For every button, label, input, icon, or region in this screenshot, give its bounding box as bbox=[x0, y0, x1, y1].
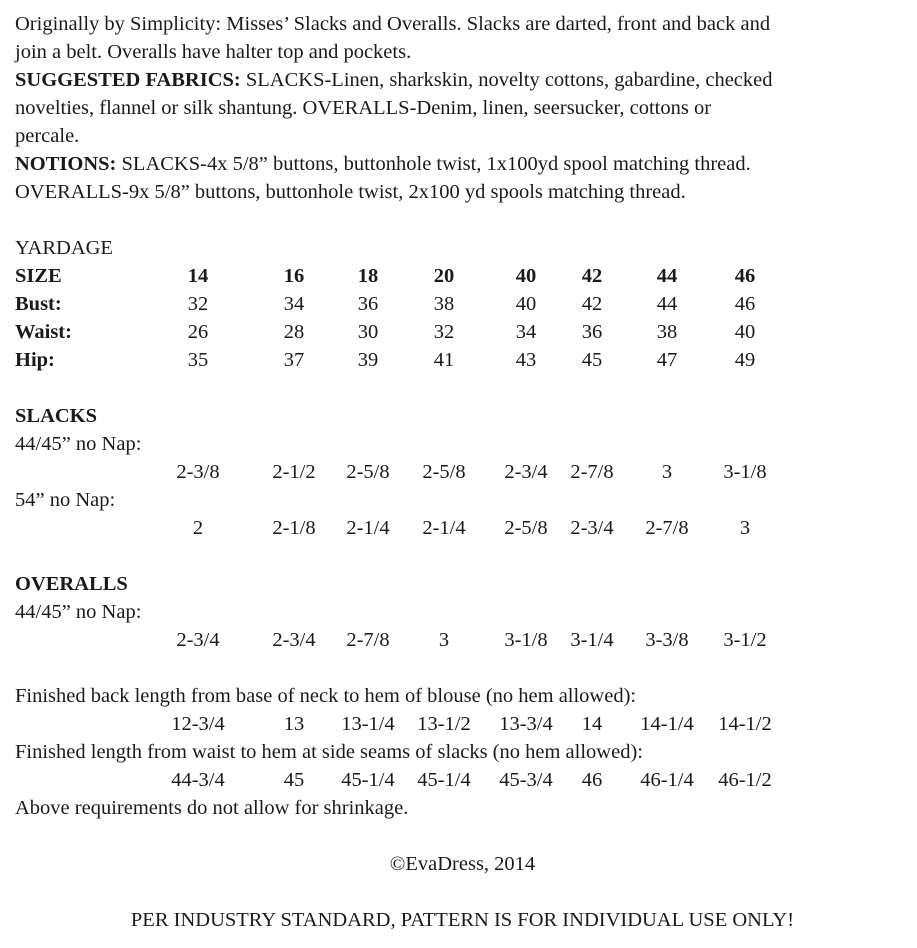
back-length-row bbox=[15, 710, 910, 738]
yardage-cell: 3-1/2 bbox=[723, 629, 767, 651]
hip-cell: 41 bbox=[433, 349, 455, 371]
intro-line-2: join a belt. Overalls have halter top and pockets. bbox=[15, 41, 412, 63]
waist-cell: 34 bbox=[515, 321, 537, 343]
intro-paragraph bbox=[15, 10, 910, 66]
side-length-row bbox=[15, 766, 910, 794]
length-cell: 44-3/4 bbox=[171, 769, 225, 791]
size-cell: 18 bbox=[357, 265, 379, 287]
bust-cell: 46 bbox=[734, 293, 756, 315]
yardage-cell: 2-7/8 bbox=[645, 517, 689, 539]
fabrics-paragraph bbox=[15, 66, 910, 150]
hip-cell: 49 bbox=[734, 349, 756, 371]
length-cell: 45-1/4 bbox=[341, 769, 395, 791]
slacks-section bbox=[15, 402, 910, 542]
spacer bbox=[15, 822, 910, 850]
yardage-cell: 2-1/4 bbox=[346, 517, 390, 539]
bust-cell: 40 bbox=[515, 293, 537, 315]
fabrics-line-3: percale. bbox=[15, 125, 80, 147]
waist-row bbox=[15, 318, 910, 346]
waist-cell: 38 bbox=[656, 321, 678, 343]
yardage-cell: 3-1/4 bbox=[570, 629, 614, 651]
hip-cell: 37 bbox=[283, 349, 305, 371]
fabrics-label: SUGGESTED FABRICS: bbox=[15, 69, 241, 91]
hip-cell: 43 bbox=[515, 349, 537, 371]
overalls-title: OVERALLS bbox=[15, 573, 128, 595]
size-cell: 20 bbox=[433, 265, 455, 287]
spacer bbox=[15, 374, 910, 402]
yardage-cell: 3 bbox=[739, 517, 751, 539]
overalls-fabric-1-label: 44/45” no Nap: bbox=[15, 601, 142, 623]
bust-cell: 38 bbox=[433, 293, 455, 315]
side-length-label: Finished length from waist to hem at side seams of slacks (no hem allowed): bbox=[15, 741, 643, 763]
yardage-cell: 3-3/8 bbox=[645, 629, 689, 651]
length-cell: 46 bbox=[581, 769, 603, 791]
usage-disclaimer: PER INDUSTRY STANDARD, PATTERN IS FOR INDIVIDUAL USE ONLY! bbox=[130, 909, 795, 931]
yardage-cell: 2-3/4 bbox=[570, 517, 614, 539]
waist-cell: 30 bbox=[357, 321, 379, 343]
bust-cell: 44 bbox=[656, 293, 678, 315]
slacks-fabric-1-row bbox=[15, 458, 910, 486]
hip-cell: 35 bbox=[187, 349, 209, 371]
finished-lengths-section bbox=[15, 682, 910, 822]
bust-cell: 42 bbox=[581, 293, 603, 315]
spacer bbox=[15, 878, 910, 906]
waist-cell: 36 bbox=[581, 321, 603, 343]
yardage-cell: 2-5/8 bbox=[504, 517, 548, 539]
yardage-cell: 2-7/8 bbox=[570, 461, 614, 483]
slacks-fabric-2-row bbox=[15, 514, 910, 542]
yardage-cell: 2-3/4 bbox=[176, 629, 220, 651]
copyright: ©EvaDress, 2014 bbox=[389, 853, 536, 875]
length-cell: 13-1/2 bbox=[417, 713, 471, 735]
fabrics-line-2: novelties, flannel or silk shantung. OVERALLS-Denim, linen, seersucker, cottons or bbox=[15, 97, 712, 119]
size-cell: 40 bbox=[515, 265, 537, 287]
pattern-description-page bbox=[15, 10, 910, 934]
waist-cell: 40 bbox=[734, 321, 756, 343]
length-cell: 45-3/4 bbox=[499, 769, 553, 791]
yardage-cell: 2 bbox=[192, 517, 204, 539]
row-label: Hip: bbox=[15, 349, 55, 371]
waist-cell: 26 bbox=[187, 321, 209, 343]
length-cell: 13-1/4 bbox=[341, 713, 395, 735]
overalls-section bbox=[15, 570, 910, 654]
yardage-cell: 3-1/8 bbox=[723, 461, 767, 483]
intro-line-1: Originally by Simplicity: Misses’ Slacks and Overalls. Slacks are darted, front and back and bbox=[15, 13, 771, 35]
yardage-cell: 2-7/8 bbox=[346, 629, 390, 651]
yardage-cell: 2-1/4 bbox=[422, 517, 466, 539]
length-cell: 45 bbox=[283, 769, 305, 791]
size-cell: 44 bbox=[656, 265, 678, 287]
yardage-cell: 2-3/8 bbox=[176, 461, 220, 483]
hip-cell: 47 bbox=[656, 349, 678, 371]
size-cell: 16 bbox=[283, 265, 305, 287]
row-label: Bust: bbox=[15, 293, 62, 315]
length-cell: 14-1/4 bbox=[640, 713, 694, 735]
row-label: SIZE bbox=[15, 265, 62, 287]
notions-line-2: OVERALLS-9x 5/8” buttons, buttonhole twist, 2x100 yd spools matching thread. bbox=[15, 181, 686, 203]
length-cell: 46-1/4 bbox=[640, 769, 694, 791]
hip-row bbox=[15, 346, 910, 374]
yardage-table bbox=[15, 234, 910, 374]
yardage-cell: 3 bbox=[661, 461, 673, 483]
overalls-fabric-1-row bbox=[15, 626, 910, 654]
length-cell: 14 bbox=[581, 713, 603, 735]
notions-paragraph bbox=[15, 150, 910, 206]
size-cell: 14 bbox=[187, 265, 209, 287]
hip-cell: 39 bbox=[357, 349, 379, 371]
slacks-fabric-2-label: 54” no Nap: bbox=[15, 489, 116, 511]
length-cell: 13-3/4 bbox=[499, 713, 553, 735]
waist-cell: 32 bbox=[433, 321, 455, 343]
slacks-fabric-1-label: 44/45” no Nap: bbox=[15, 433, 142, 455]
waist-cell: 28 bbox=[283, 321, 305, 343]
length-cell: 12-3/4 bbox=[171, 713, 225, 735]
length-cell: 14-1/2 bbox=[718, 713, 772, 735]
yardage-cell: 2-5/8 bbox=[422, 461, 466, 483]
row-label: Waist: bbox=[15, 321, 72, 343]
yardage-cell: 2-3/4 bbox=[272, 629, 316, 651]
length-cell: 46-1/2 bbox=[718, 769, 772, 791]
spacer bbox=[15, 654, 910, 682]
length-cell: 13 bbox=[283, 713, 305, 735]
notions-line-1: SLACKS-4x 5/8” buttons, buttonhole twist, 1x100yd spool matching thread. bbox=[116, 153, 751, 175]
yardage-cell: 2-5/8 bbox=[346, 461, 390, 483]
bust-cell: 36 bbox=[357, 293, 379, 315]
length-cell: 45-1/4 bbox=[417, 769, 471, 791]
spacer bbox=[15, 542, 910, 570]
bust-cell: 34 bbox=[283, 293, 305, 315]
spacer bbox=[15, 206, 910, 234]
fabrics-line-1: SLACKS-Linen, sharkskin, novelty cottons, gabardine, checked bbox=[240, 69, 773, 91]
bust-cell: 32 bbox=[187, 293, 209, 315]
hip-cell: 45 bbox=[581, 349, 603, 371]
yardage-cell: 3 bbox=[438, 629, 450, 651]
yardage-cell: 2-3/4 bbox=[504, 461, 548, 483]
slacks-title: SLACKS bbox=[15, 405, 98, 427]
yardage-title: YARDAGE bbox=[15, 237, 113, 259]
yardage-cell: 3-1/8 bbox=[504, 629, 548, 651]
size-cell: 42 bbox=[581, 265, 603, 287]
notions-label: NOTIONS: bbox=[15, 153, 117, 175]
yardage-cell: 2-1/8 bbox=[272, 517, 316, 539]
back-length-label: Finished back length from base of neck to hem of blouse (no hem allowed): bbox=[15, 685, 637, 707]
shrinkage-note: Above requirements do not allow for shrinkage. bbox=[15, 797, 409, 819]
size-cell: 46 bbox=[734, 265, 756, 287]
yardage-cell: 2-1/2 bbox=[272, 461, 316, 483]
size-row bbox=[15, 262, 910, 290]
bust-row bbox=[15, 290, 910, 318]
